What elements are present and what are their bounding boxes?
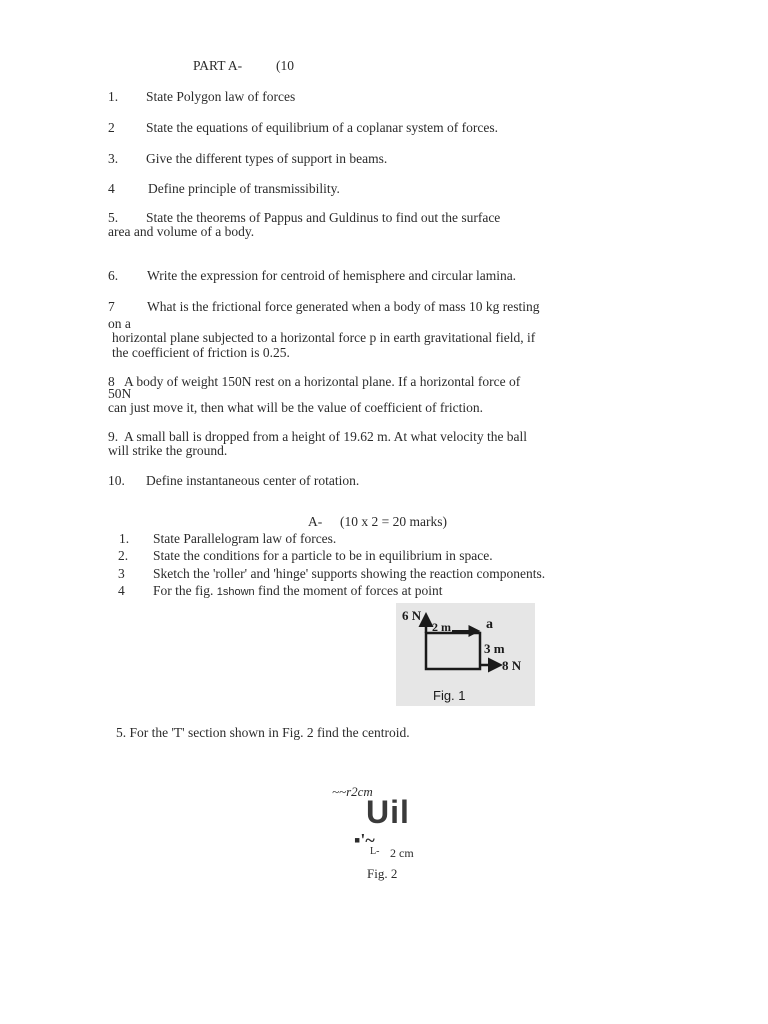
question-text: State the theorems of Pappus and Guldinus to find out the surface xyxy=(146,210,501,225)
part-b-heading: A- xyxy=(308,514,323,529)
figure-2-dimension-top: ~~r2cm xyxy=(332,784,373,799)
question-number: 10. xyxy=(108,473,125,488)
figure-2-caption: Fig. 2 xyxy=(367,866,398,881)
question-text: What is the frictional force generated when a body of mass 10 kg resting xyxy=(147,299,540,314)
figure-1-label-span: 2 m xyxy=(432,620,451,634)
question-text: State the conditions for a particle to be in equilibrium in space. xyxy=(153,548,493,563)
question-text: State the equations of equilibrium of a coplanar system of forces. xyxy=(146,120,499,135)
question-number: 1. xyxy=(119,531,130,546)
question-number: 9. xyxy=(108,429,119,444)
question-text: will strike the ground. xyxy=(108,443,228,458)
question-text: Define instantaneous center of rotation. xyxy=(146,473,360,488)
question-text: Give the different types of support in beams. xyxy=(146,151,388,166)
figure-2-mark: ▪'~ xyxy=(354,830,375,850)
question-number: 7 xyxy=(108,299,115,314)
question-text: Write the expression for centroid of hemisphere and circular lamina. xyxy=(147,268,517,283)
question-text-start: For the fig. xyxy=(153,583,214,598)
question-text: Define principle of transmissibility. xyxy=(148,181,340,196)
part-a-heading: PART A- xyxy=(193,58,243,73)
part-b-marks: (10 x 2 = 20 marks) xyxy=(340,514,447,529)
question-text xyxy=(153,583,443,600)
figure-1 xyxy=(396,603,535,706)
question-number: 5. xyxy=(116,725,127,740)
question-number: 6. xyxy=(108,268,119,283)
question-number: 8 xyxy=(108,374,115,389)
figure-1-label-point: a xyxy=(486,617,493,632)
question-text: State Parallelogram law of forces. xyxy=(153,531,337,546)
question-number: 2. xyxy=(118,548,129,563)
question-text: A body of weight 150N rest on a horizontal plane. If a horizontal force of xyxy=(124,374,521,389)
question-number: 3 xyxy=(118,566,125,581)
figure-1-label-force-up: 6 N xyxy=(402,608,422,623)
question-number: 2 xyxy=(108,120,115,135)
question-number: 4 xyxy=(108,181,115,196)
question-text: the coefficient of friction is 0.25. xyxy=(112,345,290,360)
part-a-marks: (10 xyxy=(276,58,294,73)
question-text xyxy=(116,725,410,740)
figure-2-t-section: Uil xyxy=(366,794,410,830)
figure-1-label-force-right: 8 N xyxy=(502,658,522,673)
question-text: State Polygon law of forces xyxy=(146,89,296,104)
question-text: can just move it, then what will be the value of coefficient of friction. xyxy=(108,400,484,415)
question-text: on a xyxy=(108,316,131,331)
figure-reference: 1shown xyxy=(216,586,255,598)
question-number: 4 xyxy=(118,583,125,598)
question-text-end: find the moment of forces at point xyxy=(258,583,443,598)
figure-1-caption: Fig. 1 xyxy=(433,688,466,703)
question-number: 3. xyxy=(108,151,119,166)
question-number: 1. xyxy=(108,89,119,104)
question-text: horizontal plane subjected to a horizontal force p in earth gravitational field, if xyxy=(112,330,536,345)
figure-1-frame xyxy=(426,633,480,669)
figure-1-label-height: 3 m xyxy=(484,641,505,656)
question-number: 5. xyxy=(108,210,119,225)
question-text: 50N xyxy=(108,386,132,401)
question-text: area and volume of a body. xyxy=(108,224,255,239)
question-text: Sketch the 'roller' and 'hinge' supports showing the reaction components. xyxy=(153,566,546,581)
question-text: A small ball is dropped from a height of 19.62 m. At what velocity the ball xyxy=(124,429,528,444)
figure-2-dimension-bottom-prefix: L- xyxy=(370,846,380,857)
question-text-body: For the 'T' section shown in Fig. 2 find the centroid. xyxy=(129,725,410,740)
figure-2-dimension-bottom: 2 cm xyxy=(390,846,414,860)
